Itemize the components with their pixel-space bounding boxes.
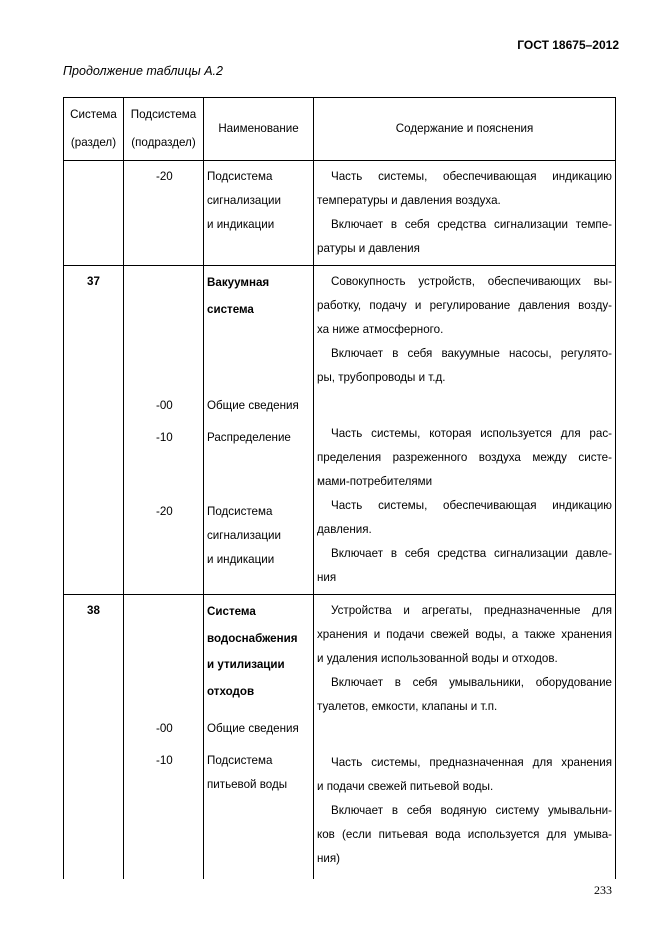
content-line: мами-потребителями — [317, 475, 433, 488]
content-line: давления. — [317, 523, 372, 536]
name-line: Подсистема — [207, 170, 273, 183]
content-line: и удаления использованной воды и отходов. — [317, 652, 558, 665]
system-code: 38 — [87, 604, 100, 617]
subsystem-code: -20 — [156, 505, 173, 518]
system-name-line: водоснабжения — [207, 631, 298, 645]
content-line: ры, трубопроводы и т.д. — [317, 371, 446, 384]
cell-name — [204, 161, 314, 266]
content-line: туалетов, емкости, клапаны и т.п. — [317, 700, 498, 713]
header-system-line-2: (раздел) — [70, 136, 117, 149]
cell-subsystem — [124, 161, 204, 266]
content-line: пределения разреженного воздуха между систе- — [317, 451, 612, 464]
table-row — [64, 595, 616, 880]
content-line: и подачи свежей питьевой воды. — [317, 780, 494, 793]
header-name: Наименование — [204, 98, 314, 161]
content-line: Часть системы, обеспечивающая индикацию — [331, 499, 612, 512]
content-line: работку, подачу и регулирование давления возду- — [317, 299, 612, 312]
header-system-line-1: Система — [70, 108, 117, 121]
standard-number: ГОСТ 18675–2012 — [517, 38, 619, 52]
cell-system — [64, 595, 124, 880]
content-line: ратуры и давления — [317, 242, 420, 255]
name-line: Распределение — [207, 431, 291, 444]
content-line: Совокупность устройств, обеспечивающих вы- — [331, 275, 612, 288]
subsystem-code: -10 — [156, 431, 173, 444]
content-line: ха ниже атмосферного. — [317, 323, 444, 336]
content-line: хранения и подачи свежей воды, а также хранения — [317, 628, 612, 641]
page-number: 233 — [594, 883, 612, 897]
system-name-line: отходов — [207, 684, 255, 698]
content-line: температуры и давления воздуха. — [317, 194, 501, 207]
name-line: Общие сведения — [207, 722, 299, 735]
content-line: Включает в себя средства сигнализации давле- — [331, 547, 612, 560]
table-header-row — [64, 98, 616, 161]
content-line: Часть системы, обеспечивающая индикацию — [331, 170, 612, 183]
name-line: питьевой воды — [207, 778, 288, 791]
system-name-line: Система — [207, 605, 256, 618]
name-line: и индикации — [207, 218, 275, 231]
system-name-line: и утилизации — [207, 658, 285, 671]
content-line: ков (если питьевая вода используется для умыва- — [317, 828, 612, 841]
cell-content — [314, 595, 616, 880]
cell-name — [204, 595, 314, 880]
classification-table — [63, 97, 616, 879]
header-subsystem — [124, 98, 204, 161]
subsystem-code: -10 — [156, 754, 173, 767]
content-line: ния — [317, 571, 337, 584]
name-line: Общие сведения — [207, 399, 299, 412]
content-line: Включает в себя водяную систему умывальни- — [331, 804, 612, 817]
cell-system — [64, 266, 124, 595]
name-line: Подсистема — [207, 754, 273, 767]
cell-system — [64, 161, 124, 266]
subsystem-code: -20 — [156, 170, 173, 183]
table-row — [64, 161, 616, 266]
cell-subsystem — [124, 595, 204, 880]
system-name-line: Вакуумная — [207, 276, 270, 289]
subsystem-code: -00 — [156, 722, 173, 735]
system-name-line: система — [207, 302, 254, 316]
cell-content — [314, 266, 616, 595]
content-line: Часть системы, которая используется для рас- — [331, 427, 612, 440]
content-line: Часть системы, предназначенная для хранения — [331, 756, 612, 769]
content-line: Включает в себя вакуумные насосы, регулято- — [331, 347, 612, 360]
system-code — [64, 165, 123, 189]
content-line: Включает в себя умывальники, оборудование — [331, 676, 612, 689]
subsystem-code: -00 — [156, 399, 173, 412]
content-line: ния) — [317, 852, 341, 865]
header-subsystem-line-1: Подсистема — [130, 108, 197, 121]
cell-content — [314, 161, 616, 266]
table-caption: Продолжение таблицы А.2 — [63, 64, 223, 78]
name-line: сигнализации — [207, 194, 281, 207]
header-content: Содержание и пояснения — [314, 98, 616, 161]
system-code: 37 — [87, 275, 100, 288]
table-row — [64, 266, 616, 595]
cell-subsystem — [124, 266, 204, 595]
name-line: и индикации — [207, 553, 275, 566]
cell-name — [204, 266, 314, 595]
content-line: Устройства и агрегаты, предназначенные для — [331, 604, 612, 617]
content-line: Включает в себя средства сигнализации темпе- — [331, 218, 612, 231]
header-subsystem-line-2: (подраздел) — [131, 136, 196, 149]
name-line: сигнализации — [207, 529, 281, 542]
header-system — [64, 98, 124, 161]
name-line: Подсистема — [207, 505, 273, 518]
